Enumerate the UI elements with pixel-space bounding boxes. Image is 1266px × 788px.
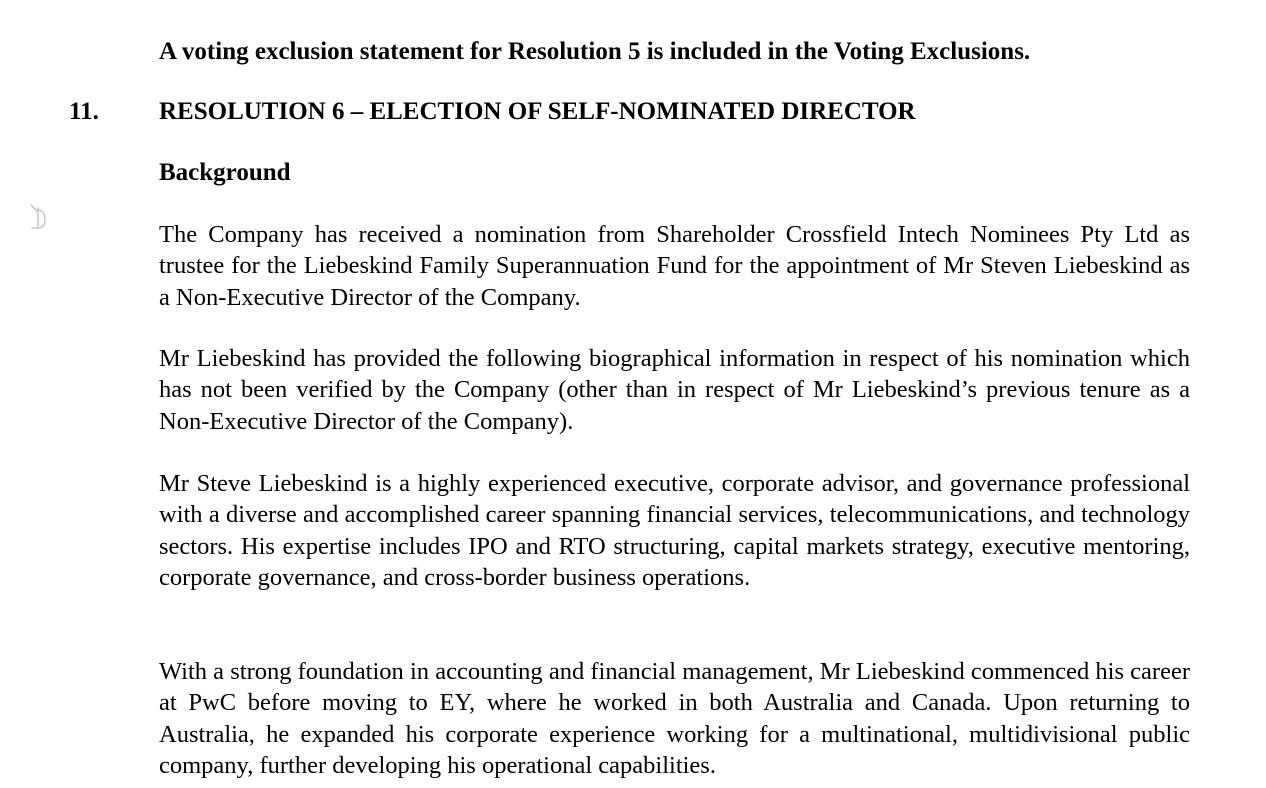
paragraph-biographical-disclaimer: Mr Liebeskind has provided the following biographical information in respect of his nomination which has not been verified by the Company (other than in respect of Mr Liebeskind’s previous tenure as a Non-Executive Director of the Company). (159, 345, 1190, 435)
paragraph-nomination: The Company has received a nomination from Shareholder Crossfield Intech Nominees Pty Ltd as trustee for the Liebeskind Family Superannuation Fund for the appointment of Mr Steven Liebeskind as a Non-Executive Director of the Company. (159, 221, 1190, 311)
voting-exclusion-note: A voting exclusion statement for Resolution 5 is included in the Voting Exclusions. (159, 38, 1031, 65)
paragraph-experience: Mr Steve Liebeskind is a highly experienced executive, corporate advisor, and governance professional with a diverse and accomplished career spanning financial services, telecommunications, and technology sectors. His expertise includes IPO and RTO structuring, capital markets strategy, executive mentoring, corporate governance, and cross-border business operations. (159, 470, 1190, 591)
section-heading: RESOLUTION 6 – ELECTION OF SELF-NOMINATED DIRECTOR (159, 98, 916, 125)
margin-pilcrow-icon (28, 200, 48, 234)
section-subheading: Background (159, 159, 291, 186)
section-number: 11. (69, 98, 99, 125)
paragraph-career: With a strong foundation in accounting and financial management, Mr Liebeskind commenced his career at PwC before moving to EY, where he worked in both Australia and Canada. Upon returning to Australia, he expanded his corporate experience working for a multinational, multidivisional public company, further developing his operational capabilities. (159, 658, 1190, 779)
